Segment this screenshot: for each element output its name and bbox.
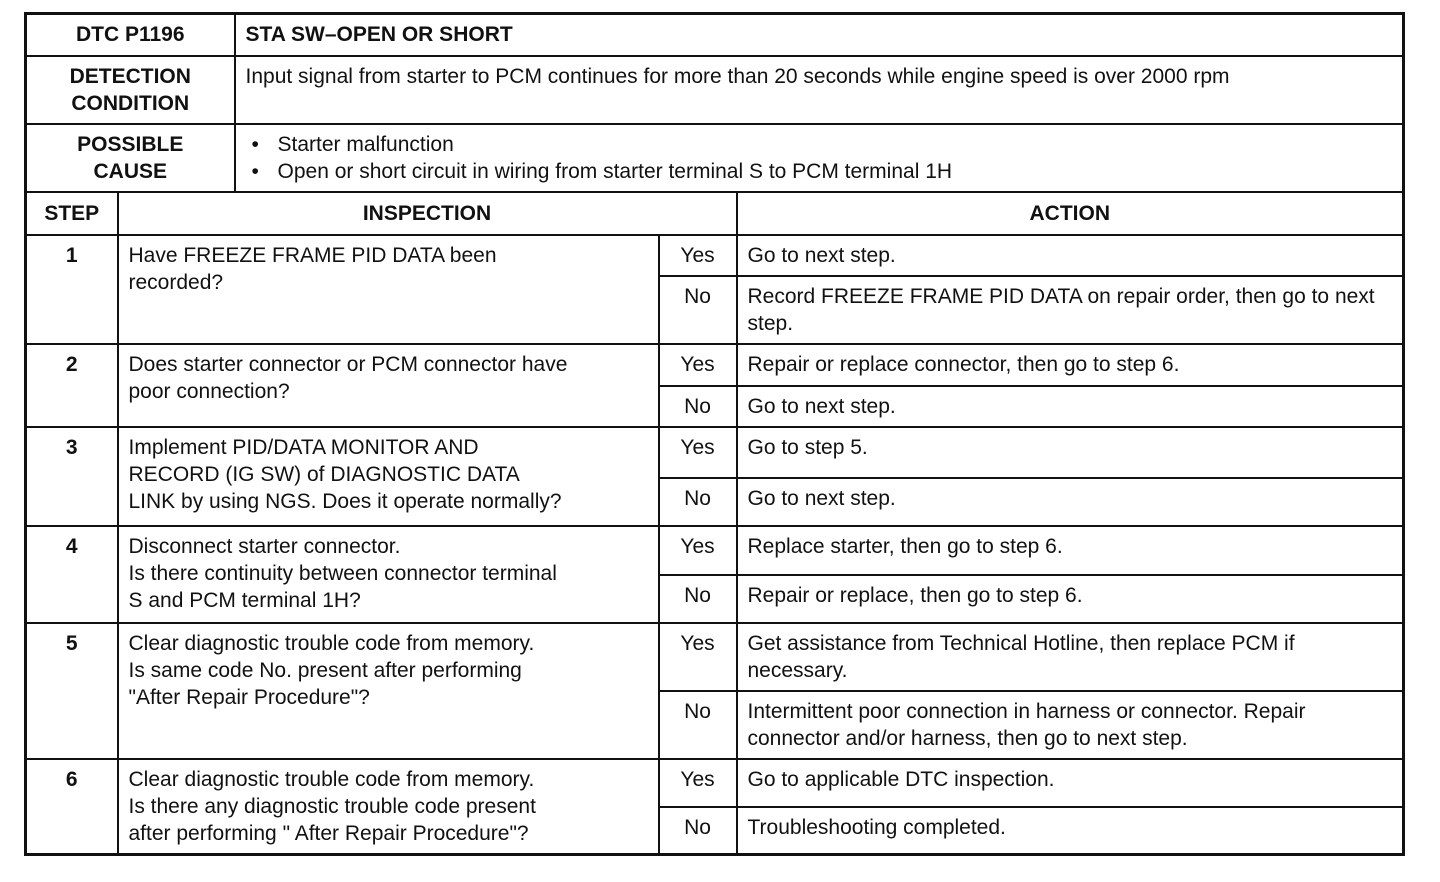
action-column-header: ACTION — [737, 192, 1404, 235]
cause-label-line-1: POSSIBLE — [77, 132, 184, 156]
inspection-text — [118, 427, 659, 526]
step-number: 5 — [26, 623, 118, 759]
step-row-yes — [26, 526, 1404, 575]
inspection-text — [118, 623, 659, 759]
yes-action: Get assistance from Technical Hotline, then replace PCM if necessary. — [737, 623, 1404, 691]
step-number: 1 — [26, 235, 118, 344]
inspection-line: Is same code No. present after performing — [128, 658, 522, 682]
yes-action: Go to applicable DTC inspection. — [737, 759, 1404, 807]
inspection-line: RECORD (IG SW) of DIAGNOSTIC DATA — [128, 462, 520, 486]
yes-action: Go to step 5. — [737, 427, 1404, 478]
step-row-yes — [26, 235, 1404, 276]
inspection-line: Is there any diagnostic trouble code present — [128, 794, 536, 818]
no-label: No — [659, 807, 737, 855]
dtc-document — [24, 12, 1402, 856]
inspection-line: Have FREEZE FRAME PID DATA been — [128, 243, 497, 267]
inspection-line: recorded? — [128, 270, 224, 294]
possible-cause-label — [26, 124, 235, 192]
yes-action: Replace starter, then go to step 6. — [737, 526, 1404, 575]
dtc-row — [26, 14, 1404, 56]
step-row-yes — [26, 759, 1404, 807]
inspection-line: "After Repair Procedure"? — [128, 685, 370, 709]
column-header-row — [26, 192, 1404, 235]
inspection-line: poor connection? — [128, 379, 290, 403]
yes-action: Go to next step. — [737, 235, 1404, 276]
no-label: No — [659, 276, 737, 344]
dtc-title: STA SW–OPEN OR SHORT — [235, 14, 1404, 56]
step-number: 3 — [26, 427, 118, 526]
no-action: Intermittent poor connection in harness or connector. Repair connector and/or harness, then go to next step. — [737, 691, 1404, 759]
step-number: 4 — [26, 526, 118, 623]
step-number: 6 — [26, 759, 118, 855]
inspection-line: Disconnect starter connector. — [128, 534, 401, 558]
no-action: Troubleshooting completed. — [737, 807, 1404, 855]
possible-cause-row — [26, 124, 1404, 192]
step-column-header: STEP — [26, 192, 118, 235]
yes-label: Yes — [659, 623, 737, 691]
inspection-line: Does starter connector or PCM connector have — [128, 352, 568, 376]
yes-label: Yes — [659, 235, 737, 276]
detection-row — [26, 56, 1404, 124]
possible-cause-list-cell — [235, 124, 1404, 192]
inspection-line: after performing " After Repair Procedure"? — [128, 821, 529, 845]
inspection-line: LINK by using NGS. Does it operate normally? — [128, 489, 562, 513]
cause-item: • Open or short circuit in wiring from starter terminal S to PCM terminal 1H — [250, 158, 1399, 185]
inspection-text — [118, 759, 659, 855]
dtc-code-label: DTC P1196 — [26, 14, 235, 56]
dtc-table — [24, 12, 1405, 856]
no-label: No — [659, 478, 737, 526]
inspection-column-header: INSPECTION — [118, 192, 737, 235]
detection-label — [26, 56, 235, 124]
inspection-line: Clear diagnostic trouble code from memory. — [128, 631, 535, 655]
no-action: Go to next step. — [737, 478, 1404, 526]
detection-label-line-1: DETECTION — [69, 64, 191, 88]
no-action: Go to next step. — [737, 386, 1404, 427]
step-row-yes — [26, 344, 1404, 386]
inspection-text — [118, 235, 659, 344]
possible-cause-list — [240, 131, 1399, 185]
no-label: No — [659, 691, 737, 759]
detection-label-line-2: CONDITION — [71, 91, 190, 115]
step-row-yes — [26, 427, 1404, 478]
yes-label: Yes — [659, 526, 737, 575]
inspection-text — [118, 526, 659, 623]
inspection-text — [118, 344, 659, 427]
yes-label: Yes — [659, 759, 737, 807]
step-row-yes — [26, 623, 1404, 691]
yes-label: Yes — [659, 427, 737, 478]
no-action: Repair or replace, then go to step 6. — [737, 575, 1404, 623]
yes-action: Repair or replace connector, then go to step 6. — [737, 344, 1404, 386]
inspection-line: Clear diagnostic trouble code from memory. — [128, 767, 535, 791]
inspection-line: Implement PID/DATA MONITOR AND — [128, 435, 479, 459]
yes-label: Yes — [659, 344, 737, 386]
no-label: No — [659, 575, 737, 623]
inspection-line: S and PCM terminal 1H? — [128, 588, 361, 612]
detection-condition-text: Input signal from starter to PCM continues for more than 20 seconds while engine speed is over 2000 rpm — [235, 56, 1404, 124]
inspection-line: Is there continuity between connector terminal — [128, 561, 557, 585]
no-label: No — [659, 386, 737, 427]
cause-label-line-2: CAUSE — [93, 159, 167, 183]
no-action: Record FREEZE FRAME PID DATA on repair order, then go to next step. — [737, 276, 1404, 344]
cause-item: • Starter malfunction — [250, 131, 1399, 158]
step-number: 2 — [26, 344, 118, 427]
